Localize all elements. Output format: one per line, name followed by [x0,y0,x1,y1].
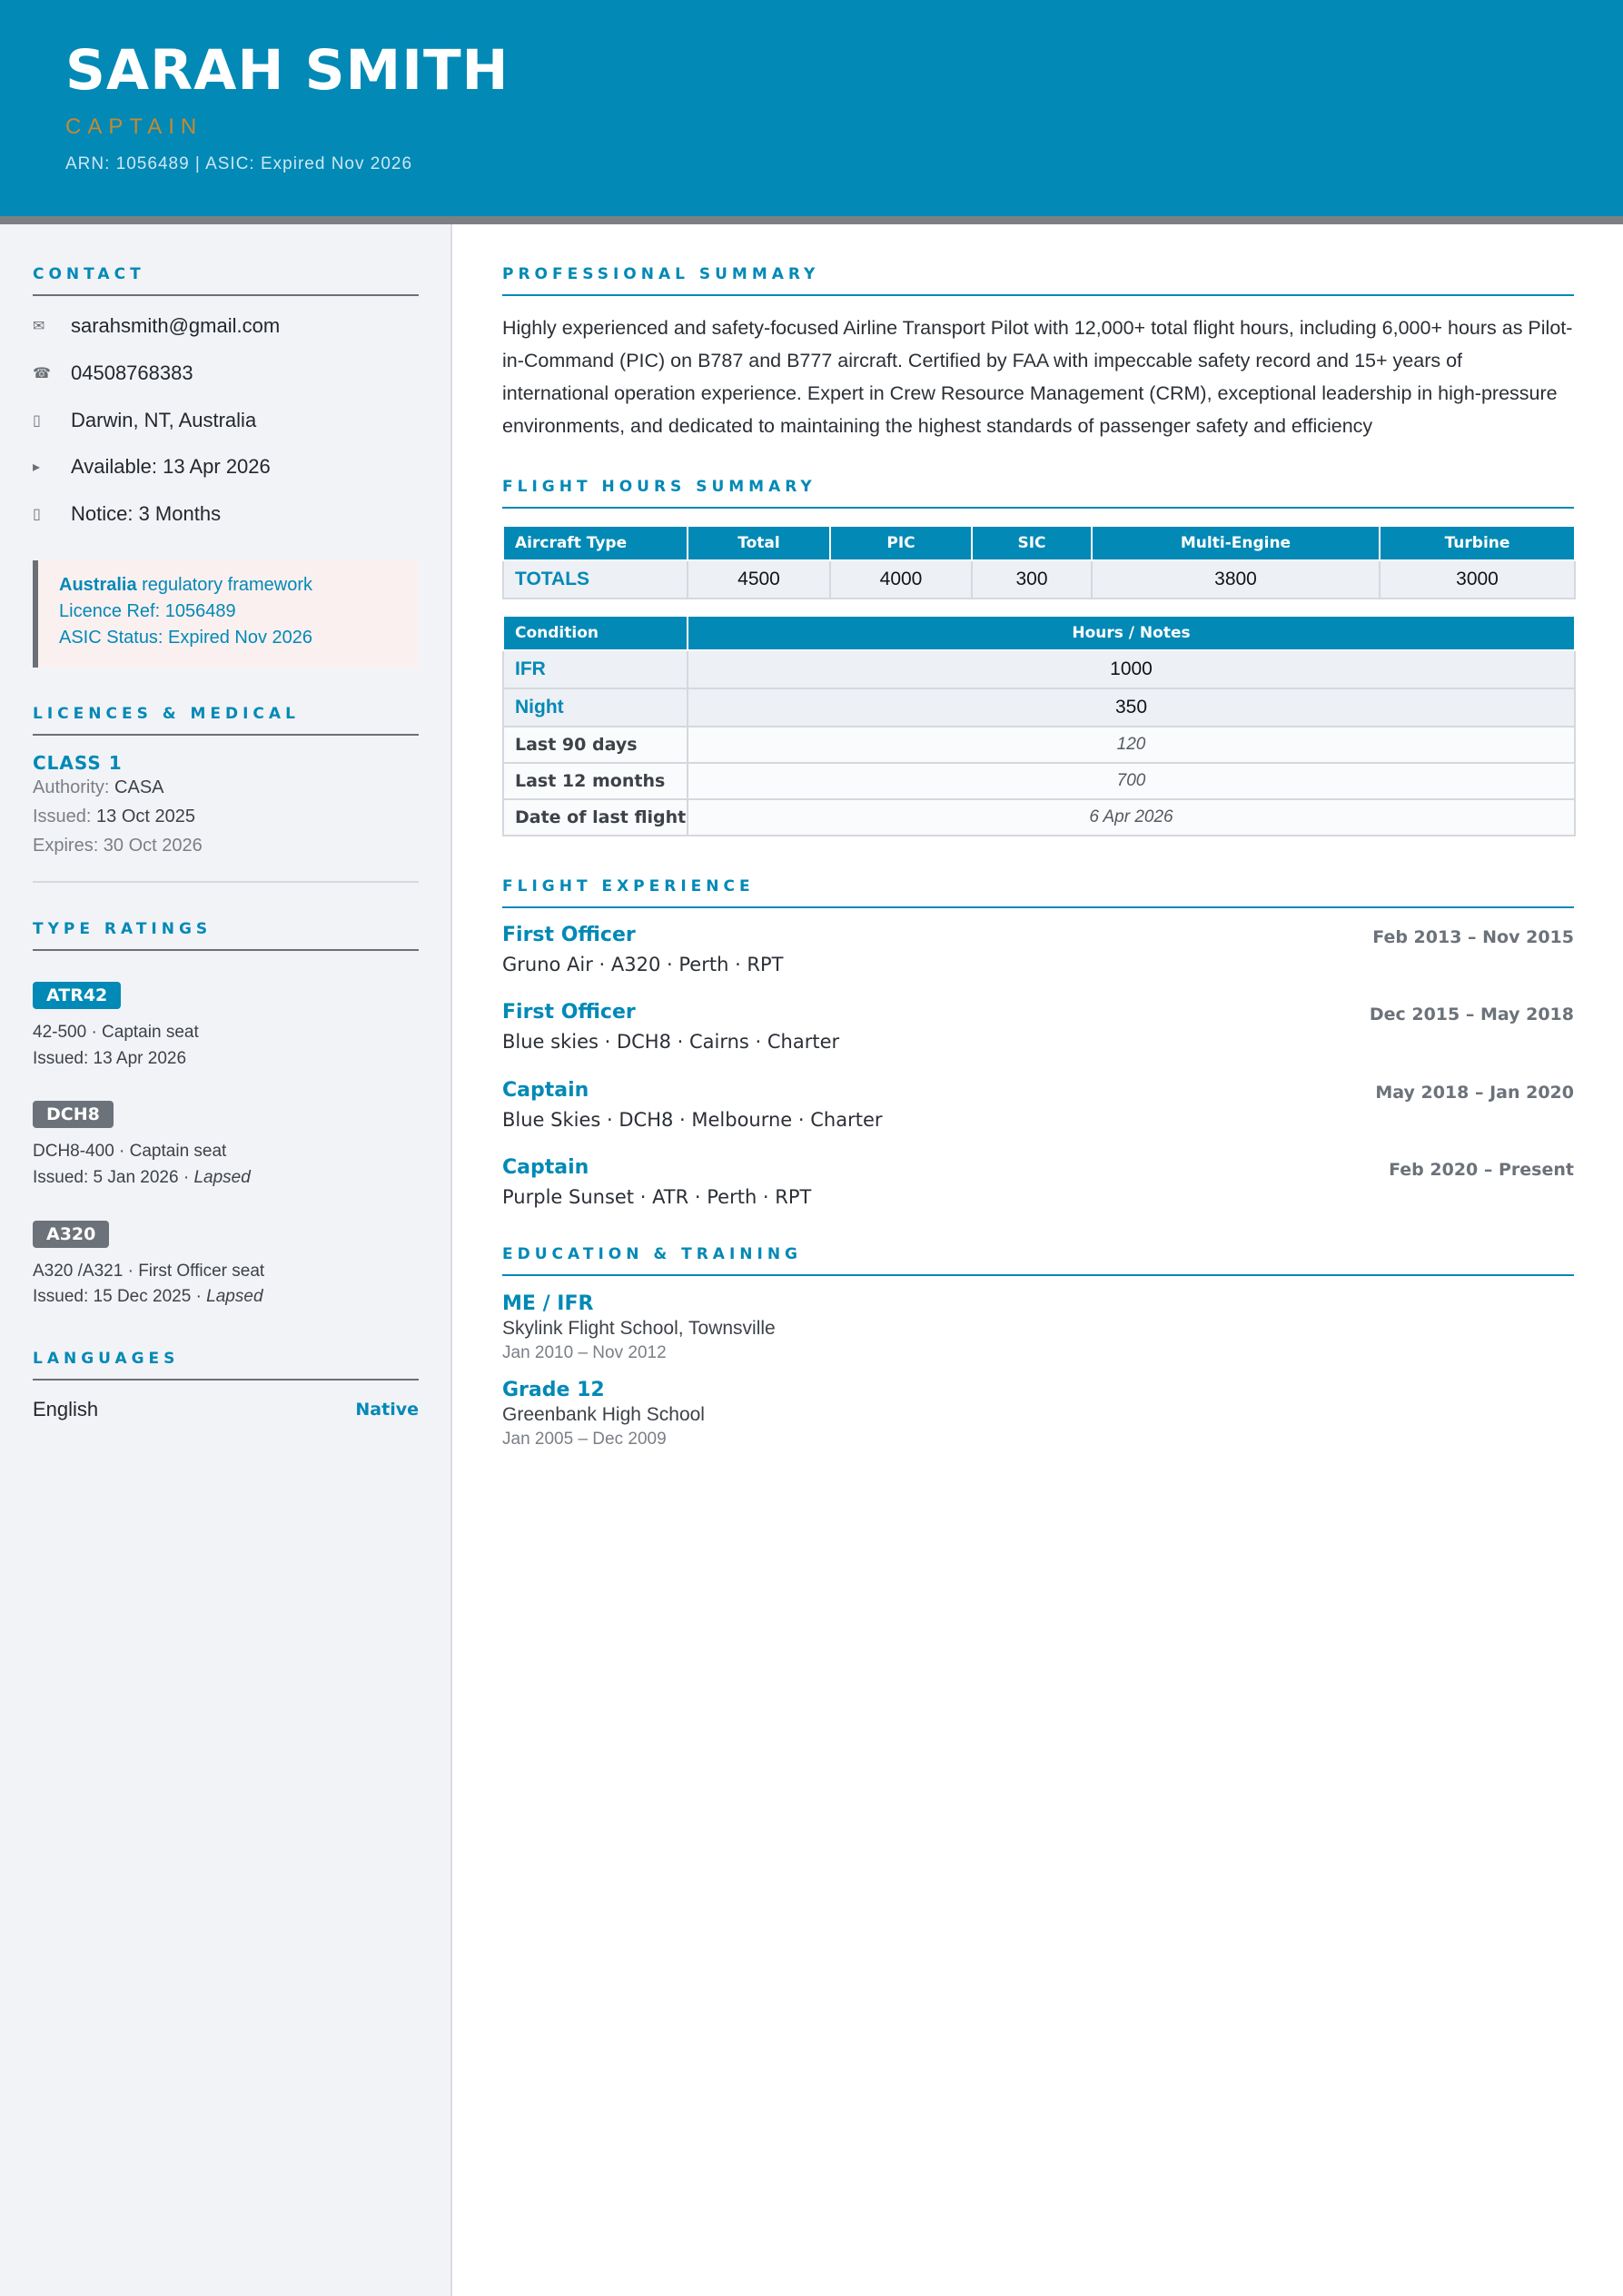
regulatory-asic-status: ASIC Status: Expired Nov 2026 [59,628,313,648]
medical-class-title: CLASS 1 [33,752,123,774]
medical-authority [33,777,164,798]
language-level: Native [355,1400,419,1420]
flight-hours-header-row [503,526,1575,560]
experience-details: Blue Skies · DCH8 · Melbourne · Charter [502,1109,883,1131]
education-school: Greenbank High School [502,1404,705,1425]
table-cell: 4500 [688,560,830,599]
medical-issued [33,807,195,827]
contact-email[interactable] [33,312,419,341]
experience-dates: May 2018 – Jan 2020 [1375,1083,1574,1103]
experience-title: Captain [502,1156,589,1179]
education-title: ME / IFR [502,1292,594,1315]
regulatory-box [33,560,419,668]
experience-details: Blue skies · DCH8 · Cairns · Charter [502,1031,840,1053]
medical-issued-value: 13 Oct 2025 [96,807,196,826]
table-cell: 3800 [1092,560,1380,599]
education-school: Skylink Flight School, Townsville [502,1318,776,1339]
regulatory-framework-text: regulatory framework [136,575,312,595]
table-row [503,799,1575,836]
type-rating-issued-text: Issued: 13 Apr 2026 [33,1049,187,1068]
flight-hours-heading: FLIGHT HOURS SUMMARY [502,478,1574,509]
clock-icon: ▯ [33,507,41,522]
professional-summary: Highly experienced and safety-focused Airline Transport Pilot with 12,000+ total flight hours, including 6,000+ hours as Pilot-in-Command (PIC) on B787 and B777 aircraft. Certified by FAA with impeccable safety record and 15+ years of international operation experience. Expert in Crew Resource Management (CRM), exceptional leadership in high-pressure environments, and dedicated to maintaining the highest standards of passenger safety and efficiency [502,317,1573,437]
header-divider [0,216,1623,224]
table-row [503,727,1575,763]
experience-dates: Feb 2020 – Present [1389,1160,1574,1180]
column-header: Condition [503,616,688,650]
candidate-role: CAPTAIN [65,114,203,139]
condition-value: 1000 [688,650,1575,688]
table-cell: 4000 [830,560,972,599]
contact-heading: CONTACT [33,265,419,296]
contact-availability [33,452,419,481]
type-rating-issued [33,1168,251,1188]
experience-title: First Officer [502,1001,636,1024]
type-rating-issued-text: Issued: 15 Dec 2025 · [33,1287,207,1306]
envelope-icon: ✉ [33,319,45,334]
column-header: Multi-Engine [1092,526,1380,560]
condition-label: Last 90 days [503,727,688,763]
type-rating-detail: A320 /A321 · First Officer seat [33,1262,265,1281]
condition-value: 120 [688,727,1575,763]
type-rating-status: Lapsed [193,1168,251,1187]
licence-separator [33,881,419,883]
experience-dates: Feb 2013 – Nov 2015 [1372,927,1574,947]
experience-title: Captain [502,1079,589,1102]
column-header: Hours / Notes [688,616,1575,650]
type-rating-badge-atr42: ATR42 [33,982,121,1009]
totals-label: TOTALS [503,560,688,599]
phone-icon: ☎ [33,366,51,381]
table-row [503,688,1575,727]
experience-dates: Dec 2015 – May 2018 [1369,1004,1574,1024]
medical-authority-value: CASA [114,777,164,797]
column-header: SIC [972,526,1092,560]
flight-experience-heading: FLIGHT EXPERIENCE [502,877,1574,908]
type-rating-badge-a320: A320 [33,1221,109,1248]
table-cell: 300 [972,560,1092,599]
contact-location [33,406,419,435]
education-dates: Jan 2005 – Dec 2009 [502,1430,667,1449]
summary-heading: PROFESSIONAL SUMMARY [502,265,1574,296]
type-rating-detail: 42-500 · Captain seat [33,1023,199,1042]
table-cell: 3000 [1380,560,1575,599]
type-rating-issued-text: Issued: 5 Jan 2026 · [33,1168,194,1187]
contact-location-text: Darwin, NT, Australia [71,409,257,431]
experience-details: Purple Sunset · ATR · Perth · RPT [502,1186,812,1208]
condition-header-row [503,616,1575,650]
languages-heading: LANGUAGES [33,1350,419,1381]
type-rating-detail: DCH8-400 · Captain seat [33,1142,227,1161]
condition-value: 6 Apr 2026 [688,799,1575,836]
type-rating-badge-dch8: DCH8 [33,1101,114,1128]
language-name: English [33,1398,99,1420]
condition-value: 350 [688,688,1575,727]
sidebar [0,224,452,2296]
type-ratings-heading: TYPE RATINGS [33,920,419,951]
education-dates: Jan 2010 – Nov 2012 [502,1343,667,1362]
column-header: PIC [830,526,972,560]
candidate-name: SARAH SMITH [65,38,510,103]
column-header: Aircraft Type [503,526,688,560]
contact-phone-text: 04508768383 [71,361,193,384]
experience-details: Gruno Air · A320 · Perth · RPT [502,954,784,975]
regulatory-licence-ref: Licence Ref: 1056489 [59,601,236,621]
medical-expires: Expires: 30 Oct 2026 [33,836,203,856]
header-banner [0,0,1623,216]
condition-value: 700 [688,763,1575,799]
flight-hours-table [502,525,1576,599]
column-header: Turbine [1380,526,1575,560]
education-heading: EDUCATION & TRAINING [502,1245,1574,1276]
type-rating-issued [33,1287,263,1307]
condition-label: Last 12 months [503,763,688,799]
table-row [503,560,1575,599]
location-icon: ▯ [33,413,41,429]
licences-heading: LICENCES & MEDICAL [33,705,419,736]
condition-table [502,615,1576,836]
condition-label: Night [503,688,688,727]
table-row [503,650,1575,688]
type-rating-status: Lapsed [206,1287,263,1306]
medical-issued-label: Issued: [33,807,92,826]
experience-title: First Officer [502,924,636,946]
regulatory-country: Australia [59,575,137,595]
contact-availability-text: Available: 13 Apr 2026 [71,455,271,478]
education-title: Grade 12 [502,1379,605,1401]
type-rating-issued [33,1049,186,1069]
medical-authority-label: Authority: [33,777,110,797]
regulatory-framework [59,572,419,599]
condition-label: Date of last flight [503,799,688,836]
contact-notice-text: Notice: 3 Months [71,502,222,525]
contact-email-text: sarahsmith@gmail.com [71,314,281,337]
arrow-icon: ▸ [33,460,41,475]
contact-phone[interactable] [33,359,419,388]
column-header: Total [688,526,830,560]
table-row [503,763,1575,799]
condition-label: IFR [503,650,688,688]
contact-notice [33,500,419,529]
candidate-ids: ARN: 1056489 | ASIC: Expired Nov 2026 [65,154,413,173]
